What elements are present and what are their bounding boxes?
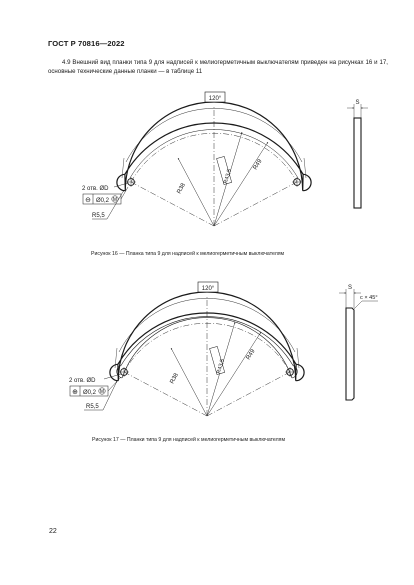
figure-17-caption: Рисунок 17 — Планки типа 9 для надписей к мелиогерметичным выключателям	[92, 437, 286, 443]
side-view-17	[346, 308, 354, 400]
tolerance-symbol-17: ⊕	[72, 389, 78, 396]
thickness-label-16: S	[355, 100, 360, 106]
page-number: 22	[49, 528, 57, 535]
holes-label-17: 2 отв. ØD	[69, 378, 96, 384]
tolerance-modifier-16: M	[112, 197, 118, 204]
radius-label-r55-17: R5,5	[86, 404, 99, 410]
radius-label-r38-17: R38	[169, 372, 180, 385]
tolerance-symbol-16: ⊖	[85, 197, 91, 204]
radius-label-r49-16: R49	[252, 158, 264, 172]
holes-label-16: 2 отв. ØD	[82, 186, 109, 192]
thickness-label-17: S	[347, 285, 353, 291]
paragraph-line-2: рисунках 16 и 17, основные технические данные планки — в таблице 11	[48, 59, 388, 76]
angle-label-17: 120°	[201, 286, 215, 292]
angle-label-16: 120°	[208, 96, 222, 102]
tolerance-value-16: Ø0,2	[96, 198, 110, 204]
document-code: ГОСТ Р 70816—2022	[48, 39, 125, 48]
radius-label-r49-17: R49	[245, 348, 257, 362]
radius-label-r43-17: R43,5	[216, 358, 227, 375]
tolerance-value-17: Ø0,2	[83, 390, 97, 396]
paragraph-line-1: 4.9 Внешний вид планки типа 9 для надписей к мелиогерметичным выключателям приведен на	[62, 59, 337, 66]
figure-16	[82, 92, 368, 226]
side-view-16	[354, 118, 361, 208]
figure-16-caption: Рисунок 16 — Планка типа 9 для надписей к мелиогерметичным выключателям	[91, 251, 285, 257]
radius-label-r43-16: R43,5	[223, 168, 234, 185]
radius-label-r55-16: R5,5	[92, 213, 105, 219]
radius-label-r38-16: R38	[176, 182, 187, 195]
tolerance-modifier-17: M	[99, 389, 105, 396]
figure-17	[69, 282, 378, 416]
chamfer-label-17: c × 45°	[360, 295, 378, 301]
